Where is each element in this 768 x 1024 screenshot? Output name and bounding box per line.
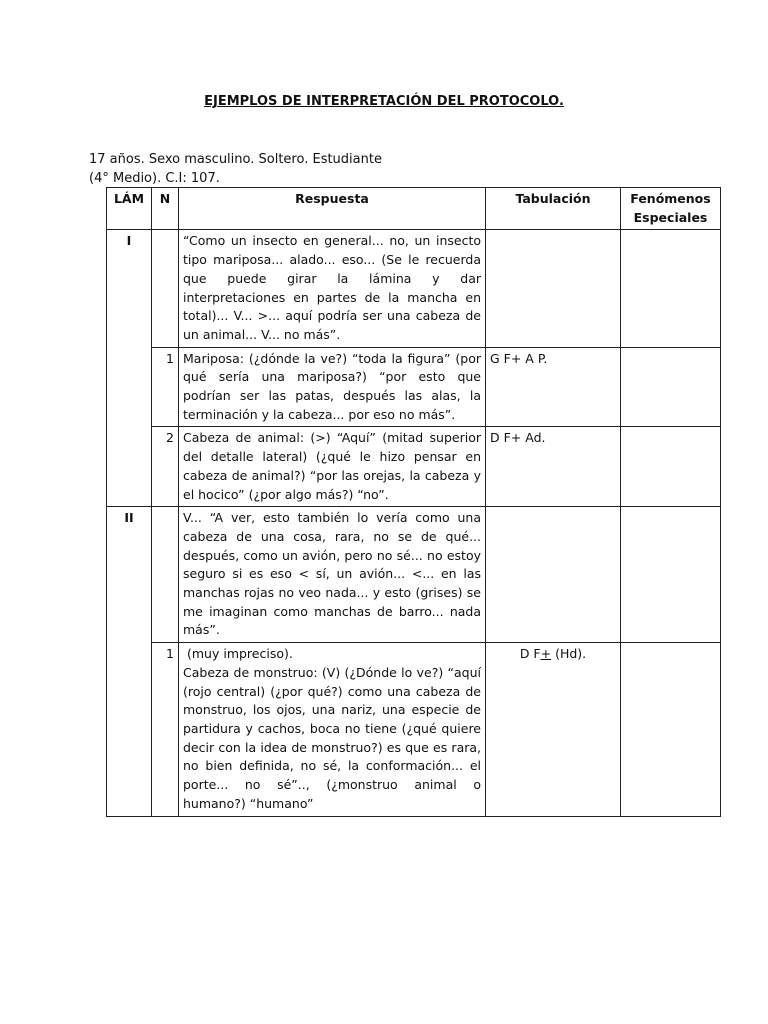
tabulation-cell bbox=[486, 230, 621, 347]
table-row bbox=[107, 347, 721, 427]
special-phenomena-cell bbox=[621, 507, 721, 643]
subject-info-line-2: (4° Medio). C.I: 107. bbox=[89, 171, 220, 186]
tabulation-cell bbox=[486, 507, 621, 643]
response-number-cell bbox=[152, 507, 179, 643]
special-phenomena-cell bbox=[621, 643, 721, 816]
header-fenomenos: Fenómenos Especiales bbox=[621, 188, 721, 230]
response-number-cell: 1 bbox=[152, 643, 179, 816]
response-cell bbox=[179, 643, 486, 816]
special-phenomena-cell bbox=[621, 230, 721, 347]
table-row bbox=[107, 643, 721, 816]
header-n: N bbox=[152, 188, 179, 230]
table-header-row bbox=[107, 188, 721, 230]
response-cell: “Como un insecto en general... no, un insecto tipo mariposa... alado... eso... (Se le recuerda que puede girar la lámina y dar interpretaciones en partes de la mancha en total)... V... >... aquí podría ser una cabeza de un animal... V... no más”. bbox=[179, 230, 486, 347]
tabulation-underlined-sign: + bbox=[540, 646, 552, 662]
header-tabulacion: Tabulación bbox=[486, 188, 621, 230]
tabulation-cell bbox=[486, 643, 621, 816]
response-number-cell: 1 bbox=[152, 347, 179, 427]
header-lam: LÁM bbox=[107, 188, 152, 230]
protocol-table bbox=[106, 187, 721, 817]
response-cell: Mariposa: (¿dónde la ve?) “toda la figura” (por qué sería una mariposa?) “por esto que podrían ser las patas, después las alas, la terminación y la cabeza... por eso no más”. bbox=[179, 347, 486, 427]
lamina-cell: II bbox=[107, 507, 152, 816]
tabulation-cell: G F+ A P. bbox=[486, 347, 621, 427]
subject-info bbox=[89, 150, 382, 188]
response-note: (muy impreciso). bbox=[187, 646, 293, 662]
response-cell: V... “A ver, esto también lo vería como una cabeza de una cosa, rara, no se de qué... después, como un avión, pero no sé... no estoy seguro si es eso < sí, un avión... <... en las manchas rojas no veo nada... y esto (grises) se me imaginan como manchas de barro... nada más”. bbox=[179, 507, 486, 643]
special-phenomena-cell bbox=[621, 347, 721, 427]
table-row bbox=[107, 230, 721, 347]
tabulation-text-pre: D F bbox=[519, 646, 541, 662]
response-text: Cabeza de monstruo: (V) (¿Dónde lo ve?) “aquí (rojo central) (¿por qué?) como una cabeza de monstruo, los ojos, una nariz, una especie de partidura y cachos, boca no tiene (¿qué quiere decir con la idea de monstruo?) es que es rara, no bien definida, no sé, la conformación... el porte... no sé”.., (¿monstruo animal o humano?) “humano” bbox=[183, 664, 481, 811]
response-number-cell bbox=[152, 230, 179, 347]
special-phenomena-cell bbox=[621, 427, 721, 507]
tabulation-text-post: (Hd). bbox=[551, 646, 587, 662]
header-respuesta: Respuesta bbox=[179, 188, 486, 230]
response-cell: Cabeza de animal: (>) “Aquí” (mitad superior del detalle lateral) (¿qué le hizo pensar en cabeza de animal?) “por las orejas, la cabeza y el hocico” (¿por algo más?) “no”. bbox=[179, 427, 486, 507]
table-row bbox=[107, 427, 721, 507]
tabulation-cell: D F+ Ad. bbox=[486, 427, 621, 507]
response-number-cell: 2 bbox=[152, 427, 179, 507]
table-row bbox=[107, 507, 721, 643]
subject-info-line-1: 17 años. Sexo masculino. Soltero. Estudiante bbox=[89, 152, 382, 167]
lamina-cell: I bbox=[107, 230, 152, 507]
document-title: EJEMPLOS DE INTERPRETACIÓN DEL PROTOCOLO. bbox=[204, 94, 564, 109]
